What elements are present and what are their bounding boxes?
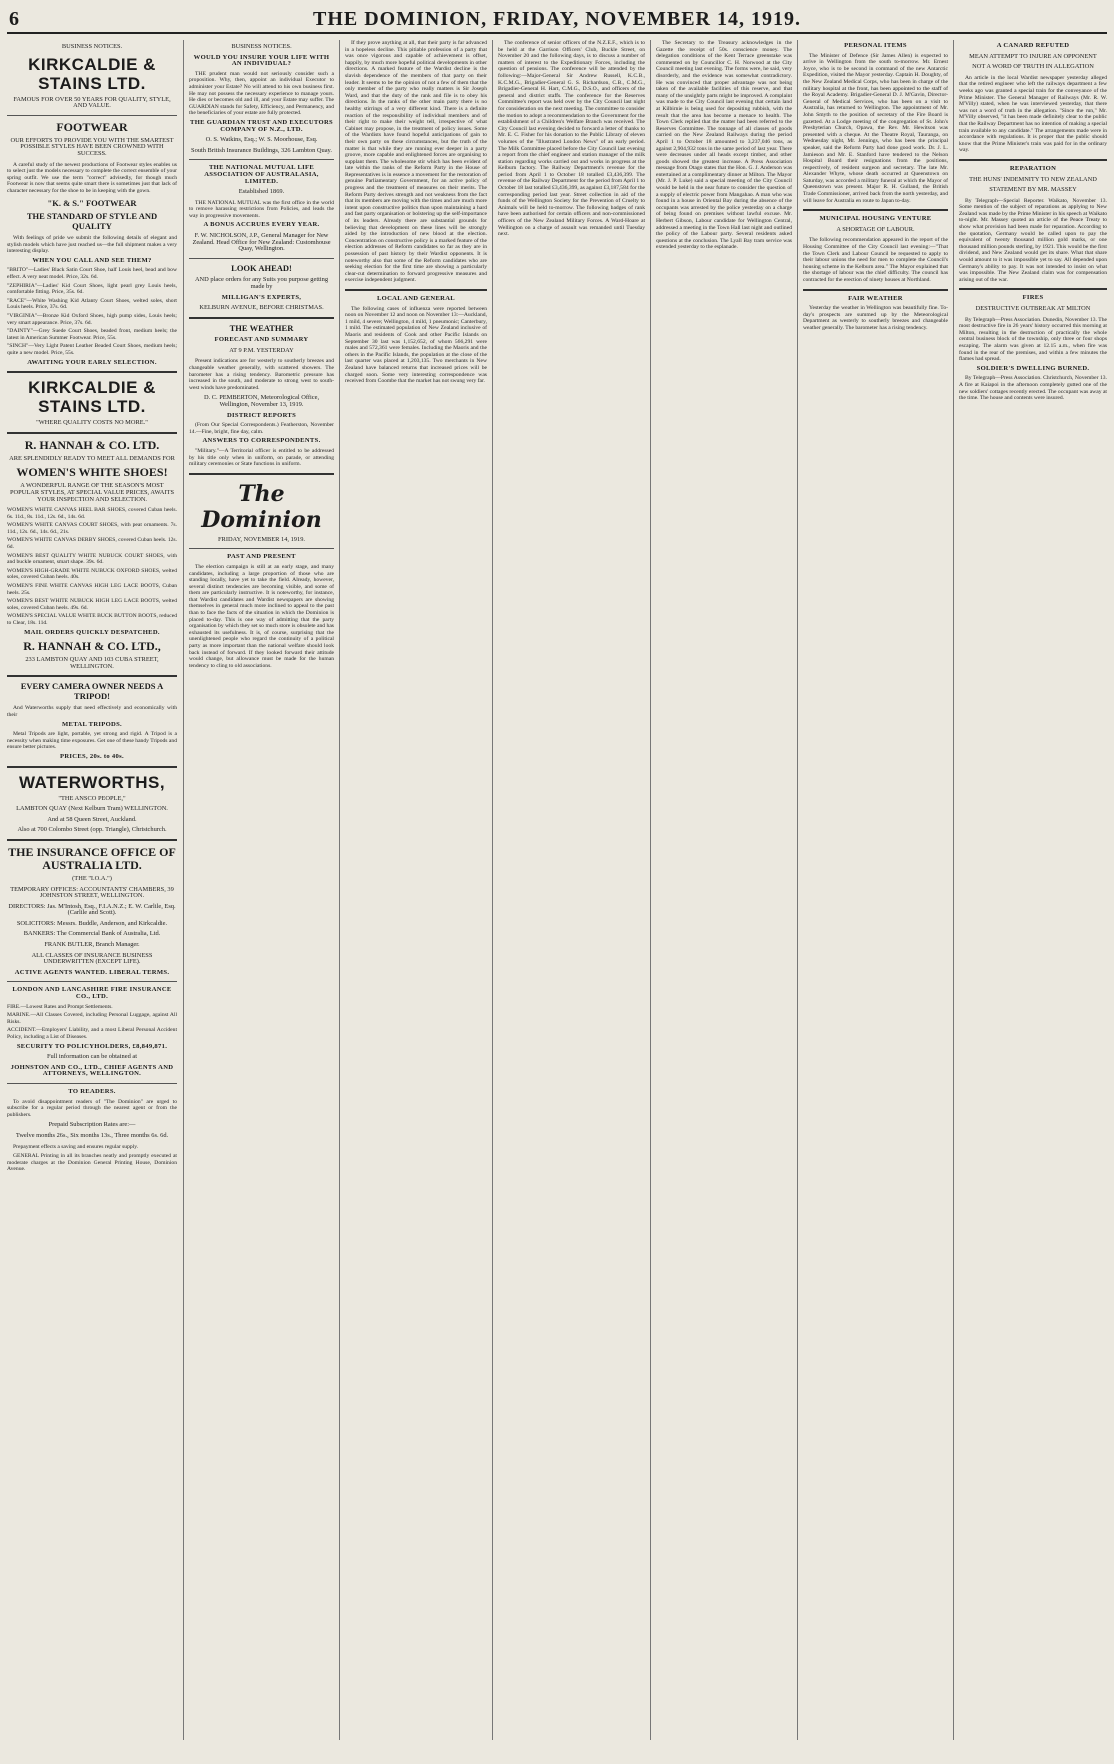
column-4 xyxy=(498,40,645,1740)
advert-subtitle: ARE SPLENDIDLY READY TO MEET ALL DEMANDS FOR xyxy=(9,454,175,462)
advert-subheading: WHEN YOU CALL AND SEE THEM? xyxy=(32,256,152,264)
column-1 xyxy=(7,40,177,1740)
section-subheading: AT 9 P.M. YESTERDAY xyxy=(229,346,294,354)
article-text: Yesterday the weather in Wellington was beautifully fine. To-day's prospects are summed up by the Meteorological Department as westerly to southerly breezes and changeable weather generally. The barometer has a rising tendency. xyxy=(803,305,948,331)
section-heading: THE WEATHER xyxy=(229,322,294,333)
advert-address: And at 58 Queen Street, Auckland. xyxy=(47,815,137,823)
article-title: PERSONAL ITEMS xyxy=(844,42,907,49)
column-2 xyxy=(189,40,334,1740)
advert-subheading: METAL TRIPODS. xyxy=(61,720,122,728)
newspaper-page xyxy=(7,8,1107,1748)
column-rule xyxy=(492,40,493,1740)
advert-price: PRICES, 20s. to 40s. xyxy=(60,752,124,760)
article-title: FAIR WEATHER xyxy=(848,294,903,302)
article-text: Present indications are for westerly to southerly breezes and changeable weather generally, with scattered showers. The barometer has a rising tendency. Barometric pressure has increased in the south, and moderate to strong west to south-west winds have predominated. xyxy=(189,358,334,391)
advert-subtitle: FAMOUS FOR OVER 50 YEARS FOR QUALITY, STYLE, AND VALUE. xyxy=(13,95,171,110)
advert-intro: OUR EFFORTS TO PROVIDE YOU WITH THE SMARTEST POSSIBLE STYLES HAVE BEEN CROWNED WITH SUCCESS. xyxy=(10,136,174,157)
advert-title: KIRKCALDIE & STAINS LTD. xyxy=(28,54,156,93)
article-subtitle: MEAN ATTEMPT TO INJURE AN OPPONENT xyxy=(969,52,1097,60)
divider xyxy=(189,159,334,160)
list-item: WOMEN'S WHITE CANVAS COURT SHOES, with peat ornaments. 7s. 11d., 12s. 6d., 14s. 6d., 21s. xyxy=(7,522,177,535)
advert-title: LOOK AHEAD! xyxy=(231,262,292,273)
list-item: FIRE.—Lowest Rates and Prompt Settlements. xyxy=(7,1003,113,1010)
article-text: An article in the local Wardist newspaper yesterday alleged that the retired engineer who left the railways department a few weeks ago was granted a special train for the conveyance of the Prime Minister. The General Manager of Railways (Mr. R. W. M'Villy) stated, when he was interviewed yesterday, that there was not a word of truth in the allegation. "Since the run," Mr. M'Villy observed, "it has been made definitely clear to the public that the Railway Department has no intention of making a special train available to any candidate." The arrangements made were in accordance with regulations. It is proper that the public should know that the Prime Minister's train was paid for in the ordinary way. xyxy=(959,74,1107,154)
advert-subheading: A BONUS ACCRUES EVERY YEAR. xyxy=(203,221,320,229)
article-title: LOCAL AND GENERAL xyxy=(376,294,455,302)
article-text: The Secretary to the Treasury acknowledges in the Gazette the receipt of 50s. conscience money. The delegation conditions of the Kent Terrace greenstake was commented on by Councillor C. H. Norwood at the City Council meeting last evening. The forms were, he said, very disorderly, and the evidence was somewhat contradictory. He was convinced that proper advantage was not being taken of the available facilities of this reserve, and that many of the unsightly parts might be improved. A complaint was made to the City Council last evening that certain land at Kilbirnie is being used for depositing rubbish, with the result that the area has become a menace to health. The Town Clerk replied that the matter had been referred to the Reserves Committee. The tonnage of all classes of goods carried on the New Zealand Railways during the period April 1 to October 18 amounted to 3,237,046 tons, as against 2,904,932 tons in the same period of last year. There were decreases under all heads except timber, and other goods showed the greatest increase. A Press Association message from Otago states that the Hon. G. J. Anderson was entertained at a complimentary dinner at Milton. The Mayor (Mr. J. P. Luke) said a special meeting of the City Council would be held in the near future to consider the question of a supply of electric power from Mangahao. A man who was found in a house in Oriental Bay during the absence of the occupants was arrested by the police yesterday on a charge of being found on premises without lawful excuse. Mr. Herbert Gibson, Labour candidate for Wellington Central, addressed a meeting in the Town Hall last night and outlined the policy of the Labour party. Several residents asked questions at the conclusion. The Lyall Bay tram service was extended yesterday to the esplanade. xyxy=(656,40,792,251)
divider xyxy=(189,473,334,475)
notice-text: To avoid disappointment readers of "The Dominion" are urged to subscribe for a regular period through the nearest agent or from the publishers. xyxy=(7,1098,177,1118)
article-text: By Telegraph—Press Association. Dunedin, November 13. The most destructive fire in 26 years' history occurred this morning at Milton, resulting in the destruction of practically the whole central business block of the township, only three or four shops escaping. The alarm was given at 12.15 a.m., when fire was found in the rear of the premises, and within a few minutes the flames had spread. xyxy=(959,316,1107,363)
list-item: "DAINTY"—Grey Suede Court Shoes, beaded front, medium heels; the latest in American Summer Footwear. Price, 55s. xyxy=(7,328,177,341)
advert-text: THE NATIONAL MUTUAL was the first office in the world to remove harassing restrictions from Policies, and leads the way in progressive movements. xyxy=(189,199,334,219)
advert-title: WATERWORTHS, xyxy=(18,772,166,792)
article-text: By Telegraph—Press Association. Christchurch, November 13. A fire at Kaiapoi in the afternoon completely gutted one of the new soldiers' cottages recently erected. The occupant was away at the time. The house and contents were insured. xyxy=(959,375,1107,402)
advert-title: THE INSURANCE OFFICE OF AUSTRALIA LTD. xyxy=(8,844,176,872)
advert-text: BANKERS: The Commercial Bank of Australia, Ltd. xyxy=(23,930,161,938)
advert-title: THE GUARDIAN TRUST AND EXECUTORS COMPANY OF N.Z., LTD. xyxy=(190,118,333,133)
advert-text: FRANK BUTLER, Branch Manager. xyxy=(44,941,140,949)
advert-text: And Waterworths supply that need effectively and economically with their xyxy=(7,705,177,718)
advert-slogan: "THE ANSCO PEOPLE," xyxy=(58,794,126,802)
divider xyxy=(7,371,177,373)
list-item: WOMEN'S WHITE CANVAS DERBY SHOES, covered Cuban heels. 12s. 6d. xyxy=(7,537,177,551)
advert-text: With feelings of pride we submit the following details of elegant and stylish models which have just reached us—the full shipment makes a very interesting display. xyxy=(7,235,177,255)
article-text: The Minister of Defence (Sir James Allen) is expected to arrive in Wellington from the south to-morrow. Mr. Ernest Joyce, who is to be second in command of the new Antarctic Expedition, visited the Mayor yesterday. Captain H. Doughty, of the New Zealand Medical Corps, who has been in charge of the military hospital at the front, has been appointed to the staff of the Royal Academy. Brigadier-General D. J. M'Gavin, Director-General of Medical Services, who has been on a visit to Australia, has returned to Wellington. The appointment of Mr. John Smyth to the position of secretary of the Fire Board is gazetted. At a Lodge meeting of the congregation of St. John's Presbyterian Church, Opawa, the Rev. Mr. Hewitson was presented with a cheque. At the Theatre Royal, Tauranga, on Wednesday night, Mr. Jennings, who has been the principal speaker, said the Reform Party had done good work. Dr. J. L. Jamieson and Mr. E. Stanford have tendered to the Nelson Hospital Board their resignations from the positions, respectively, of resident surgeon and secretary. The late Mr. Alexander Whyte, whose death occurred at Queenstown on Saturday, was accorded a military funeral at which the Mayor of Queenstown was present. Major R. H. Gulland, the British Trade Commissioner, arrived back from the north yesterday, and will leave for Australia en route to Japan to-day. xyxy=(803,52,948,204)
divider xyxy=(7,675,177,677)
column-6 xyxy=(803,40,948,1740)
advert-title: R. HANNAH & CO. LTD., xyxy=(23,639,161,654)
article-text: If they prove anything at all, that their party is far advanced in a hopeless decline. This pitiable profession of a party that was once vigorous and capable of achievement is offset, happily, by much more hopeful political developments in other directions. A marked feature of the Wardist decline is the slavish dependence of the members of that party on their leader. It seems to be the opinion of not a few of them that the only member of the party who really matters is Sir Joseph Ward, and that the duty of the rank and file is to obey his directions. In the ranks of the other main party there is no healthy stirrings of a very different kind. There is a definite reaction of the responsibility of individual members and of their right to make their weight tell, irrespective of what Cabinet may propose, in the treatment of policy issues. Some of the Wardists have found hopeful anticipations of gain to their own party on these circumstances, but the truth of the matter is that while they are running ever deeper in a party groove, more capable and enlightened forces are organising to supplant them. The wholesome stir which has been evident of late within the ranks of the Reform Party in the House of Representatives is in essence a movement for the restoration of genuine Parliamentary Government, for an active policy of progress and the treatment of measures on their merits. The Reform Party derives strength and not weakness from the fact that its members are moving with the times and are much more intent upon constructive politics than upon maintaining a hard and fast party organisation or bolstering up the self-importance of its leaders. Already there are substantial grounds for believing that development on these lines will be strongly aided by the introduction of new blood at the election. Concentration on constructive policy is a marked feature of the election addresses of Reform candidates so far as they are in possession of past history by their Wardist opponents. It is noteworthy also that some of the Reform candidates who are seeking election for the first time are showing a particularly clear-cut determination to forward progressive measures and exercise independent judgment. xyxy=(345,40,487,284)
advert-text: Metal Tripods are light, portable, yet strong and rigid. A Tripod is a necessity when making time exposures. Get one of these handy Tripods and ensure better pictures. xyxy=(7,731,177,751)
divider xyxy=(959,288,1107,290)
advert-address: LAMBTON QUAY (Next Kelburn Tram) WELLINGTON. xyxy=(16,805,168,813)
list-item: WOMEN'S BEST WHITE NUBUCK HIGH LEG LACE BOOTS, welted soles, covered Cuban heels. 49s. 6d. xyxy=(7,598,177,611)
list-item: ACCIDENT.—Employers' Liability, and a most Liberal Personal Accident Policy, including a List of Diseases. xyxy=(7,1027,177,1040)
advert-subheading: SECURITY TO POLICYHOLDERS, £8,849,871. xyxy=(16,1042,168,1050)
advert-address: South British Insurance Buildings, 326 Lambton Quay. xyxy=(191,146,332,154)
list-item: "SINCH"—Very Light Patent Leather Beaded Court Shoes, medium heels; quite a new model. Price, 55s. xyxy=(7,343,177,356)
article-title: FIRES xyxy=(1022,294,1044,302)
masthead xyxy=(7,8,1107,34)
list-item: WOMEN'S FINE WHITE CANVAS HIGH LEG LACE BOOTS, Cuban heels. 25s. xyxy=(7,583,177,596)
column-3 xyxy=(345,40,487,1740)
advert-subheading: JOHNSTON AND CO., LTD., CHIEF AGENTS AND ATTORNEYS, WELLINGTON. xyxy=(10,1063,174,1078)
advert-text: AND place orders for any Suits you purpose getting made by xyxy=(194,276,329,290)
article-text: By Telegraph—Special Reporter. Waikato, November 13. Some mention of the subject of reparations as applying to New Zealand was made by the Prime Minister in his speech at Waikato to-night. Mr. Massey quoted an article of the Peace Treaty to show what provision had been made for reparation. According to the quotation, Germany would be called upon to pay the equivalent of twenty thousand million gold marks, or one thousand million pounds sterling, by 1921. This would be the first dividend, and New Zealand would get its share. What that share would amount to it was impossible yet to say. All depended upon Germany's ability to pay. It was not intended to insist on what was impossible. The New Zealand claim was for compensation arising out of the war. xyxy=(959,197,1107,283)
article-text: The conference of senior officers of the N.Z.E.F., which is to be held at the Garrison Officers' Club, Buckle Street, on November 20 and the following days, is to discuss a number of matters of interest to the Expeditionary Forces, including the question of pensions. The conference will be attended by the following:—Major-General Sir Andrew Russell, K.C.B., K.C.M.G., Brigadier-General G. S. Richardson, C.B., C.M.G., Brigadier-General H. Hart, C.M.G., D.S.O., and officers of the general and district staffs. The conference for the Reserves Committee's report was held over by the City Council last night for consideration on the next meeting. The committee to consider the motion to adopt a recommendation to the Government for the establishment of a Children's Welfare Branch was received. The City Council last evening decided to forward a letter of thanks to Mr. E. C. Fisher for his donation to the Public Library of eleven volumes of the "Illustrated London News" of an early period. The Milk Committee placed before the City Council last evening a report from the chief engineer and station manager of the milk station regarding works carried out and works in progress at the Kelburn factory. The Railway Department's revenue for the period from April 1 to October 18 totalled £3,436,399. The revenue of the Railway Department for the period from April 1 to October 18 last totalled £3,436,399, as against £3,187,584 for the corresponding period last year. Street collection in aid of the funds of the Wellington Society for the Prevention of Cruelty to Animals will be held to-morrow. The following badges of rank have been authorised for certain officers and non-commissioned officers of the New Zealand Military Forces. A Ward-Hoare at Wellington on a charge of assault was remanded until Tuesday next. xyxy=(498,40,645,238)
column-rule xyxy=(339,40,340,1740)
list-item: WOMEN'S BEST QUALITY WHITE NUBUCK COURT SHOES, with and buckle ornament, smart shape. 39s. 6d. xyxy=(7,552,177,566)
advert-subtitle: (THE "I.O.A.") xyxy=(72,874,112,882)
article-subtitle: DESTRUCTIVE OUTBREAK AT MILTON xyxy=(975,305,1091,312)
article-text: (From Our Special Correspondents.) Featherston, November 14.—Fine, bright, fine day, calm. xyxy=(189,422,334,435)
advert-text: THE prudent man would not seriously consider such a proposition. Why, then, appoint an individual Executor to administer your Estate? No will attend to his own business first. He may not possess the necessary experience to manage yours. He dies or becomes old and ill, and your Estate may suffer. The GUARDIAN stands for Safety, Efficiency, and Permanency, and the beneficiaries of your estate are fully protected. xyxy=(189,70,334,117)
list-item: "VIRGINIA"—Bronze Kid Oxford Shoes, high pump sides, Louis heels; very smart appearance. Price, 37s. 6d. xyxy=(7,312,177,326)
divider xyxy=(345,289,487,291)
divider xyxy=(7,115,177,116)
article-text: The following cases of influenza were reported between noon on November 12 and noon on November 13:—Auckland, 1 mild, 4 severe; Wellington, 4 mild, 1 pneumonic; Canterbury, 1 mild. The estimated population of New Zealand inclusive of Maoris and residents of Cook and other Pacific Islands on September 30 last was 1,152,652, of whom 566,291 were males and 572,361 were females. Including the Maoris and the others in the Pacific Islands, the population at the close of the last quarter was placed at 1,203,135. Two merchants in New Zealand have balanced returns that increased prices will be charged soon. Some very interesting correspondence was received from Coombe that the market has not swung very far. xyxy=(345,305,487,385)
divider xyxy=(803,289,948,291)
divider xyxy=(7,839,177,841)
divider xyxy=(7,766,177,768)
divider xyxy=(189,258,334,259)
advert-text: F. W. NICHOLSON, J.P., General Manager for New Zealand. Head Office for New Zealand: Customhouse Quay, Wellington. xyxy=(192,232,331,253)
advert-subheading: MILLIGAN'S EXPERTS, xyxy=(221,293,302,301)
article-title: REPARATION xyxy=(1009,164,1057,172)
article-subtitle: STATEMENT BY MR. MASSEY xyxy=(989,186,1077,194)
list-item: "ZEPHIRIA"—Ladies' Kid Court Shoes, light pearl grey Louis heels, comfortable fitting. Price, 35s. 6d. xyxy=(7,282,177,296)
divider xyxy=(189,548,334,549)
section-subheading: ANSWERS TO CORRESPONDENTS. xyxy=(202,437,321,445)
divider xyxy=(189,317,334,319)
section-subheading: FORECAST AND SUMMARY xyxy=(214,336,309,344)
advert-text: DIRECTORS: Jas. M'Intosh, Esq., F.I.A.N.Z.; E. W. Carlile, Esq. (Carlile and Scott). xyxy=(8,902,176,917)
notice-text: Twelve months 26s., Six months 13s., Three months 6s. 6d. xyxy=(15,1131,169,1139)
list-item: WOMEN'S SPECIAL VALUE WHITE BUCK BUTTON BOOTS, reduced to Clear, 18s. 11d. xyxy=(7,613,177,626)
notice-title: TO READERS. xyxy=(68,1087,116,1095)
advert-address: KELBURN AVENUE, BEFORE CHRISTMAS. xyxy=(199,304,324,312)
column-rule xyxy=(650,40,651,1740)
article-text: The election campaign is still at an early stage, and many candidates, including a large proportion of those who are standing locally, have yet to take the field. Already, however, several distinct tendencies are becoming visible, and some of them are particularly instructive. It is noteworthy, for instance, that Wardist candidates and Wardist newspapers are showing themselves in general much more inclined to appeal to the past than to face the facts of the situation in which the Dominion is placed to-day. This is one way of admitting that the party organisation by which they set so much store is obsolete and has exhausted its usefulness. It is, of course, surprising that the unenlightened people who regard the continuity of a political party as more important than the national welfare should look back instead of forward. If they looked forward their attitude would change, but allowance must be made for the human tendency to cling to old associations. xyxy=(189,563,334,669)
advert-text: Established 1869. xyxy=(238,188,285,196)
article-subtitle: THE HUNS' INDEMNITY TO NEW ZEALAND xyxy=(969,175,1097,183)
article-subtitle: SOLDIER'S DWELLING BURNED. xyxy=(976,364,1090,372)
advert-intro: A WONDERFUL RANGE OF THE SEASON'S MOST POPULAR STYLES, AT SPECIAL VALUE PRICES, AWAITS YOUR INSPECTION AND SELECTION. xyxy=(9,482,174,503)
advert-heading: WOMEN'S WHITE SHOES! xyxy=(16,465,168,480)
section-label: BUSINESS NOTICES. xyxy=(231,43,292,50)
column-7 xyxy=(959,40,1107,1740)
advert-title: EVERY CAMERA OWNER NEEDS A TRIPOD! xyxy=(20,681,164,701)
notice-text: GENERAL Printing in all its branches neatly and promptly executed at moderate charges at the Dominion General Printing House, Dominion Avenue. xyxy=(7,1153,177,1173)
column-rule xyxy=(183,40,184,1740)
advert-subheading: ACTIVE AGENTS WANTED. LIBERAL TERMS. xyxy=(14,968,170,976)
editorial-date: FRIDAY, NOVEMBER 14, 1919. xyxy=(218,535,305,543)
article-subtitle: A SHORTAGE OF LABOUR. xyxy=(836,225,915,233)
divider xyxy=(959,159,1107,161)
column-rule xyxy=(953,40,954,1740)
advert-title: THE NATIONAL MUTUAL LIFE ASSOCIATION OF AUSTRALASIA, LIMITED. xyxy=(204,164,319,185)
advert-title: LONDON AND LANCASHIRE FIRE INSURANCE CO., LTD. xyxy=(12,986,172,1001)
advert-text: Full information can be obtained at xyxy=(47,1053,137,1061)
advert-text: ALL CLASSES OF INSURANCE BUSINESS UNDERWRITTEN (EXCEPT LIFE). xyxy=(31,951,153,966)
article-text: The following recommendation appeared in the report of the Housing Committee of the City Council last evening:—"That the Town Clerk and Labour Council be requested to apply to their labour unions the need for men to complete the Council's housing scheme in the Kelburn area." The Mayor explained that the shortage of labour was the chief difficulty. The council has contracted for the erection of ninety houses at Northland. xyxy=(803,237,948,283)
notice-text: Prepayment effects a saving and ensures regular supply. xyxy=(13,1143,139,1150)
advert-title: KIRKCALDIE & STAINS LTD. xyxy=(28,378,156,417)
list-item: WOMEN'S WHITE CANVAS HEEL BAR SHOES, covered Cuban heels. 6s. 11d., 8s. 11d., 12s. 6d., 14s. 6d. xyxy=(7,507,177,520)
advert-title: WOULD YOU INSURE YOUR LIFE WITH AN INDIVIDUAL? xyxy=(193,53,330,68)
article-signature: D. C. PEMBERTON, Meteorological Office, Wellington, November 13, 1919. xyxy=(203,394,320,408)
column-rule xyxy=(797,40,798,1740)
article-title: PAST AND PRESENT xyxy=(227,553,296,561)
divider xyxy=(803,209,948,211)
advert-text: TEMPORARY OFFICES: ACCOUNTANTS' CHAMBERS, 39 JOHNSTON STREET, WELLINGTON. xyxy=(10,885,174,900)
advert-subheading: AWAITING YOUR EARLY SELECTION. xyxy=(27,358,157,366)
list-item: "RACE"—White Washing Kid Atlanty Court Shoes, welted soles, short Louis heels. Price, 37s. 6d. xyxy=(7,297,177,311)
advert-address: 233 LAMBTON QUAY AND 103 CUBA STREET, WELLINGTON. xyxy=(25,656,159,670)
editorial-masthead: The Dominion xyxy=(201,480,322,533)
list-item: WOMEN'S HIGH-GRADE WHITE NUBUCK OXFORD SHOES, welted soles, covered Cuban heels. 40s. xyxy=(7,567,177,581)
advert-address: Also at 700 Colombo Street (opp. Triangle), Christchurch. xyxy=(17,826,167,834)
article-text: "Military."—A Territorial officer is entitled to be addressed by his title only when in uniform, on parade, or attending military ceremonies or State functions in uniform. xyxy=(189,447,334,468)
section-label: BUSINESS NOTICES. xyxy=(61,43,123,50)
divider xyxy=(7,981,177,982)
column-5 xyxy=(656,40,792,1740)
section-subheading: DISTRICT REPORTS xyxy=(226,411,297,419)
advert-subheading: MAIL ORDERS QUICKLY DESPATCHED. xyxy=(24,628,160,636)
list-item: "BRITO"—Ladies' Black Satin Court Shoe, half Louis heel, bead and bow effect. A very neat model. Price, 32s. 6d. xyxy=(7,267,177,280)
page-number: 6 xyxy=(9,8,19,30)
divider xyxy=(7,432,177,434)
divider xyxy=(7,1083,177,1084)
article-title: A CANARD REFUTED xyxy=(996,42,1070,49)
article-subtitle: NOT A WORD OF TRUTH IN ALLEGATION xyxy=(972,63,1094,71)
newspaper-title: THE DOMINION, FRIDAY, NOVEMBER 14, 1919. xyxy=(312,8,801,30)
advert-heading: THE STANDARD OF STYLE AND QUALITY xyxy=(26,211,158,231)
advert-slogan: "WHERE QUALITY COSTS NO MORE." xyxy=(36,419,148,427)
article-title: MUNICIPAL HOUSING VENTURE xyxy=(819,215,932,223)
notice-text: Prepaid Subscription Rates are:— xyxy=(48,1121,136,1129)
list-item: MARINE.—All Classes Covered, including Personal Luggage, against All Risks. xyxy=(7,1012,177,1025)
advert-heading: FOOTWEAR xyxy=(56,119,128,134)
advert-text: A careful study of the newest productions of Footwear styles enables us to select just the models necessary to complete the correct ensemble of your spring outfit. We use the term "correct" advisedly, for though much Footwear is now that seems quite smart there is sometimes just that lack of character necessary for the shoe to be in keeping with the gown. xyxy=(7,161,177,194)
advert-text: SOLICITORS: Messrs. Buddle, Anderson, and Kirkcaldie. xyxy=(16,919,168,927)
advert-title: R. HANNAH & CO. LTD. xyxy=(24,437,160,452)
advert-heading: "K. & S." FOOTWEAR xyxy=(47,197,137,208)
advert-text: O. S. Watkins, Esq.; W. S. Moorhouse, Esq. xyxy=(205,136,318,144)
